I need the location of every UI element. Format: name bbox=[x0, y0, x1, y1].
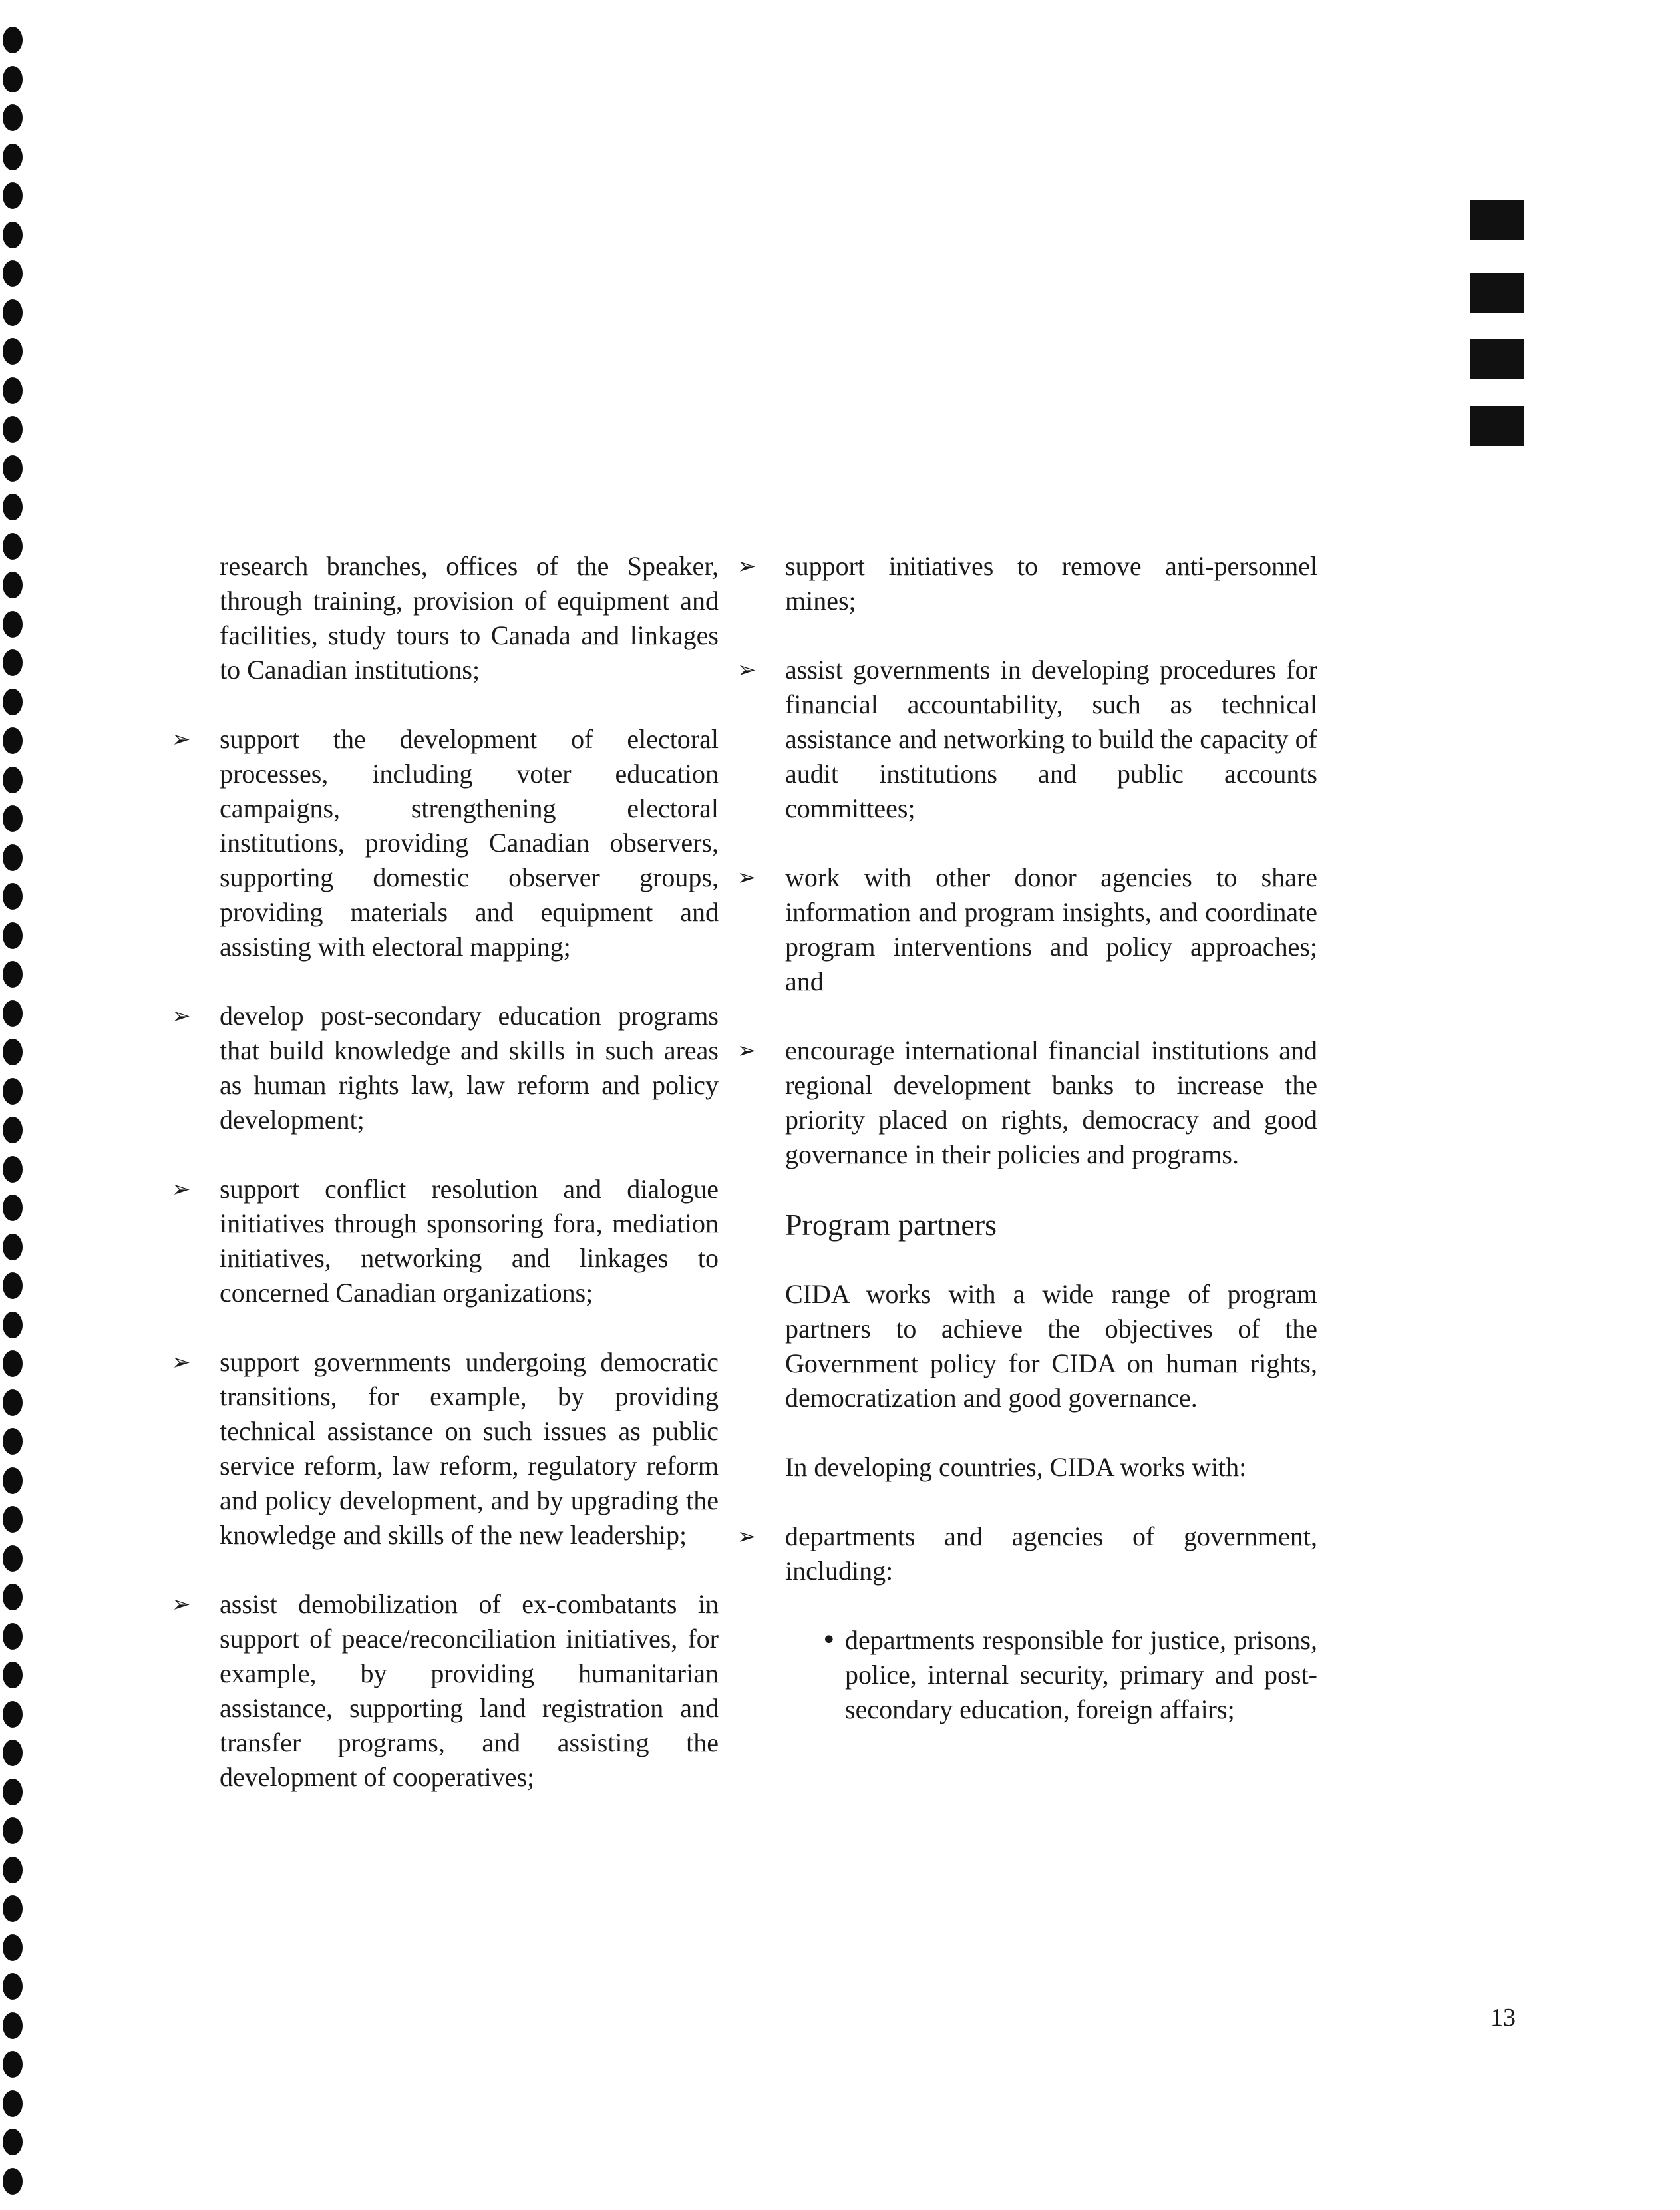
arrow-bullet-icon: ➢ bbox=[737, 553, 756, 580]
binding-hole bbox=[3, 377, 23, 404]
binding-hole bbox=[3, 2090, 23, 2117]
binding-hole bbox=[3, 1545, 23, 1572]
binding-hole bbox=[3, 222, 23, 248]
arrow-bullet-icon: ➢ bbox=[737, 1523, 756, 1550]
binding-hole bbox=[3, 2012, 23, 2039]
binding-hole bbox=[3, 1039, 23, 1065]
binding-hole bbox=[3, 1428, 23, 1455]
section-tab-marker bbox=[1470, 273, 1524, 313]
binding-hole bbox=[3, 338, 23, 365]
binding-hole bbox=[3, 1895, 23, 1922]
list-item bbox=[172, 999, 719, 1137]
paragraph: In developing countries, CIDA works with: bbox=[785, 1452, 1247, 1482]
list-item-text: work with other donor agencies to share information and program insights, and coordinate program interventions and policy approaches; and bbox=[785, 862, 1317, 996]
binding-hole bbox=[3, 27, 23, 53]
binding-hole bbox=[3, 649, 23, 676]
list-item bbox=[737, 860, 1317, 999]
binding-hole bbox=[3, 611, 23, 638]
list-item-text: encourage international financial institutions and regional development banks to increase the priority placed on rights, democracy and good governance in their policies and programs. bbox=[785, 1035, 1317, 1169]
binding-hole bbox=[3, 1389, 23, 1416]
sub-list-item bbox=[821, 1623, 1317, 1727]
binding-hole bbox=[3, 1078, 23, 1105]
arrow-bullet-icon: ➢ bbox=[172, 1176, 191, 1202]
list-item-text: develop post-secondary education programs that build knowledge and skills in such areas as human rights law, law reform and policy development; bbox=[220, 1001, 719, 1135]
list-item-text: support governments undergoing democratic transitions, for example, by providing technical assistance on such issues as public service reform, law reform, regulatory reform and policy development, and by upgrading the knowledge and skills of the new leadership; bbox=[220, 1347, 719, 1550]
binding-hole bbox=[3, 1817, 23, 1844]
section-tab-marker bbox=[1470, 200, 1524, 240]
list-item-text: support initiatives to remove anti-personnel mines; bbox=[785, 551, 1317, 616]
arrow-bullet-icon: ➢ bbox=[172, 1349, 191, 1376]
binding-hole bbox=[3, 1234, 23, 1260]
page-number: 13 bbox=[1490, 2004, 1516, 2032]
list-item bbox=[737, 549, 1317, 618]
binding-hole bbox=[3, 66, 23, 92]
binding-hole bbox=[3, 1350, 23, 1377]
binding-hole bbox=[3, 1740, 23, 1766]
list-item-text: support conflict resolution and dialogue initiatives through sponsoring fora, mediation initiatives, networking and linkages to concerned Canadian organizations; bbox=[220, 1174, 719, 1308]
list-item bbox=[172, 1345, 719, 1553]
binding-holes bbox=[0, 27, 27, 2210]
arrow-bullet-icon: ➢ bbox=[737, 1037, 756, 1064]
binding-hole bbox=[3, 767, 23, 793]
binding-hole bbox=[3, 1156, 23, 1183]
right-column bbox=[737, 549, 1317, 1727]
binding-hole bbox=[3, 1195, 23, 1221]
binding-hole bbox=[3, 2051, 23, 2078]
paragraph: CIDA works with a wide range of program partners to achieve the objectives of the Government policy for CIDA on human rights, democratization and good governance. bbox=[785, 1279, 1317, 1413]
binding-hole bbox=[3, 1584, 23, 1610]
binding-hole bbox=[3, 1973, 23, 2000]
list-item-text: departments and agencies of government, including: bbox=[785, 1521, 1317, 1586]
list-item-text: assist demobilization of ex-combatants in support of peace/reconciliation initiatives, for example, by providing humanitarian assistance, supporting land registration and transfer programs, and assisting the development of cooperatives; bbox=[220, 1589, 719, 1792]
binding-hole bbox=[3, 1779, 23, 1805]
binding-hole bbox=[3, 727, 23, 754]
binding-hole bbox=[3, 1506, 23, 1533]
section-heading: Program partners bbox=[785, 1208, 997, 1242]
list-item bbox=[172, 1172, 719, 1310]
section-tab-marker bbox=[1470, 406, 1524, 446]
list-item bbox=[737, 1033, 1317, 1172]
binding-hole bbox=[3, 2168, 23, 2195]
binding-hole bbox=[3, 533, 23, 560]
arrow-bullet-icon: ➢ bbox=[737, 864, 756, 891]
binding-hole bbox=[3, 104, 23, 131]
binding-hole bbox=[3, 1467, 23, 1494]
binding-hole bbox=[3, 494, 23, 520]
binding-hole bbox=[3, 922, 23, 949]
sub-list-item-text: departments responsible for justice, prisons, police, internal security, primary and post-secondary education, foreign affairs; bbox=[845, 1625, 1317, 1724]
list-item-text: assist governments in developing procedures for financial accountability, such as technical assistance and networking to build the capacity of audit institutions and public accounts committees; bbox=[785, 655, 1317, 823]
binding-hole bbox=[3, 1701, 23, 1728]
dot-bullet-icon: • bbox=[821, 1625, 837, 1656]
binding-hole bbox=[3, 1000, 23, 1027]
arrow-bullet-icon: ➢ bbox=[172, 726, 191, 753]
binding-hole bbox=[3, 144, 23, 170]
list-item bbox=[172, 1587, 719, 1795]
binding-hole bbox=[3, 1117, 23, 1143]
binding-hole bbox=[3, 1857, 23, 1883]
binding-hole bbox=[3, 1662, 23, 1688]
section-tab-marker bbox=[1470, 339, 1524, 379]
left-column bbox=[172, 549, 719, 1829]
binding-hole bbox=[3, 844, 23, 871]
list-item bbox=[737, 653, 1317, 826]
binding-hole bbox=[3, 689, 23, 715]
list-item bbox=[737, 1519, 1317, 1588]
binding-hole bbox=[3, 1272, 23, 1299]
continuation-text: research branches, offices of the Speaker, through training, provision of equipment and facilities, study tours to Canada and linkages to Canadian institutions; bbox=[220, 551, 719, 685]
binding-hole bbox=[3, 1934, 23, 1961]
binding-hole bbox=[3, 299, 23, 326]
binding-hole bbox=[3, 455, 23, 482]
list-item-text: support the development of electoral processes, including voter education campaigns, strengthening electoral institutions, providing Canadian observers, supporting domestic observer groups, providing materials and equipment and assisting with electoral mapping; bbox=[220, 724, 719, 962]
binding-hole bbox=[3, 883, 23, 910]
binding-hole bbox=[3, 805, 23, 832]
arrow-bullet-icon: ➢ bbox=[737, 657, 756, 683]
binding-hole bbox=[3, 572, 23, 598]
binding-hole bbox=[3, 416, 23, 443]
binding-hole bbox=[3, 260, 23, 287]
arrow-bullet-icon: ➢ bbox=[172, 1003, 191, 1029]
binding-hole bbox=[3, 961, 23, 988]
binding-hole bbox=[3, 1312, 23, 1338]
binding-hole bbox=[3, 182, 23, 209]
list-item bbox=[172, 722, 719, 964]
binding-hole bbox=[3, 2129, 23, 2155]
binding-hole bbox=[3, 1623, 23, 1650]
arrow-bullet-icon: ➢ bbox=[172, 1591, 191, 1618]
